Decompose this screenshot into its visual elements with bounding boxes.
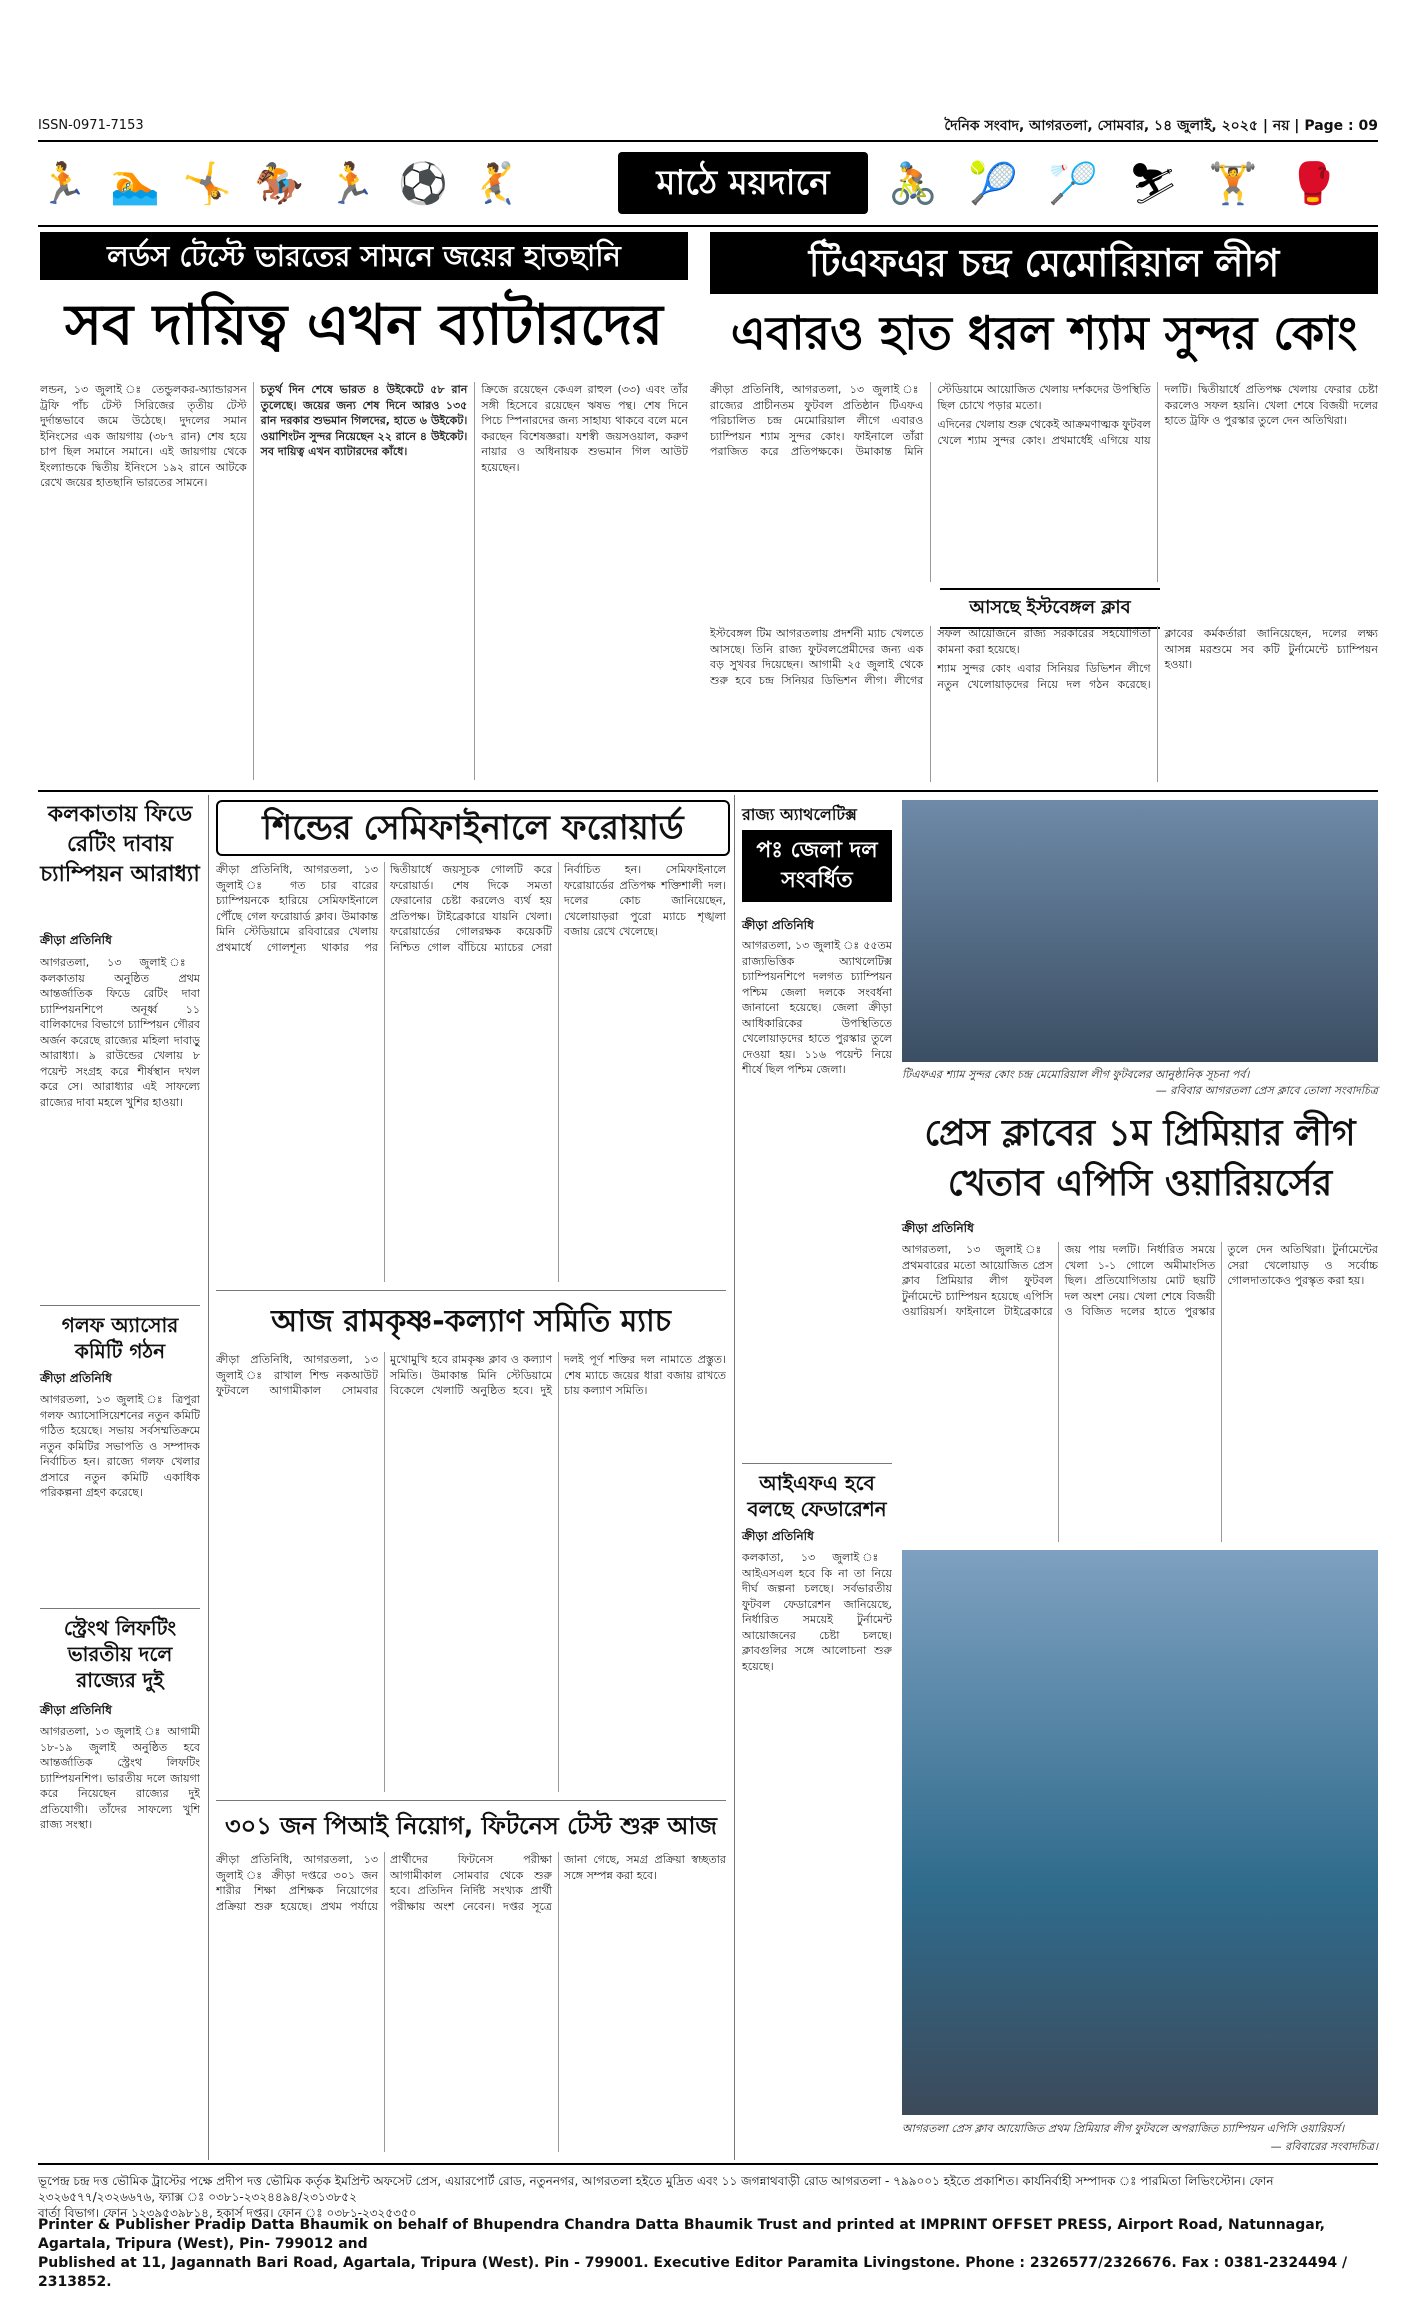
swimming-icon: 🏊 bbox=[110, 161, 160, 207]
tfa-headline: এবারও হাত ধরল শ্যাম সুন্দর কোং bbox=[730, 306, 1358, 360]
kolkata-headline: কলকাতায় ফিডে রেটিং দাবায় চ্যাম্পিয়ন আরাধ্যা bbox=[40, 802, 200, 887]
ramkrishna-headline: আজ রামকৃষ্ণ-কল্যাণ সমিতি ম্যাচ bbox=[271, 1304, 671, 1339]
tfa-body2 bbox=[710, 626, 1378, 782]
relay-icon: 🤾 bbox=[470, 161, 520, 207]
tennis-icon: 🎾 bbox=[968, 161, 1018, 207]
gymnastics-icon: 🤸 bbox=[182, 161, 232, 207]
cycling-icon: 🚴 bbox=[888, 161, 938, 207]
press-photo-caption: আগরতলা প্রেস ক্লাব আয়োজিত প্রথম প্রিমিয়ার লীগ ফুটবলে অপরাজিত চ্যাম্পিয়ন এপিসি ওয়ারিয়র্স। bbox=[902, 2122, 1345, 2135]
pi-rule bbox=[216, 1800, 726, 1801]
tfa-para: ক্রীড়া প্রতিনিধি, আগরতলা, ১৩ জুলাই ঃ রাজ্যের প্রাচীনতম ফুটবল প্রতিষ্ঠান টিএফএ পরিচালিত চন্দ্র মেমোরিয়াল লীগে এবারও চ্যাম্পিয়ন শ্যাম সুন্দর কোং। ফাইনালে তাঁরা পরাজিত করে প্রতিপক্ষকে। উমাকান্ত মিনি স্টেডিয়ামে আয়োজিত খেলায় দর্শকদের উপস্থিতি ছিল চোখে পড়ার মতো। bbox=[710, 383, 1151, 458]
tfa-photo-caption: টিএফএর শ্যাম সুন্দর কোং চন্দ্র মেমোরিয়াল লীগ ফুটবলের আনুষ্ঠানিক সূচনা পর্ব। bbox=[902, 1068, 1250, 1081]
badminton-icon: 🏸 bbox=[1048, 161, 1098, 207]
date-line: দৈনিক সংবাদ, আগরতলা, সোমবার, ১৪ জুলাই, ২০২৫ | নয় | bbox=[944, 118, 1300, 134]
press-photo-credit: — রবিবারের সংবাদচিত্র। bbox=[1270, 2140, 1378, 2153]
banner-rule bbox=[38, 225, 1378, 227]
athletics-kicker: রাজ্য অ্যাথলেটিক্স bbox=[742, 805, 857, 824]
footer-bengali-line: ভূপেন্দ্র চন্দ্র দত্ত ভৌমিক ট্রাস্টের পক্ষে প্রদীপ দত্ত ভৌমিক কর্তৃক ইমপ্রিন্ট অফসেট প্রেস, এয়ারপোর্ট রোড, নতুননগর, আগরতলা হইতে মুদ্রিত এবং ১১ জগন্নাথবাড়ী রোড আগরতলা - ৭৯৯০০১ হইতে প্রকাশিত। কার্যনির্বাহী সম্পাদক ঃ পারমিতা লিভিংস্টোন। ফোন ২৩২৬৫৭৭/২৩২৬৬৭৬, ফ্যাক্স ঃ ০৩৮১-২৩২৪৪৯৪/২৩১৩৮৫২ bbox=[38, 2174, 1274, 2204]
section-banner bbox=[38, 150, 1378, 220]
press-headline-1: প্রেস ক্লাবের ১ম প্রিমিয়ার লীগ bbox=[924, 1113, 1356, 1154]
athletics-byline: ক্রীড়া প্রতিনিধি bbox=[742, 918, 814, 932]
page-label: Page : 09 bbox=[1304, 118, 1378, 134]
ifa-headline: আইএফএ হবে বলছে ফেডারেশন bbox=[747, 1471, 887, 1521]
issn: ISSN-0971-7153 bbox=[38, 118, 144, 133]
lifting-headline: স্ট্রেংথ লিফটিং ভারতীয় দলে রাজ্যের দুই bbox=[63, 1616, 177, 1692]
footer-english-line-2: Published at 11, Jagannath Bari Road, Agartala, Tripura (West). Pin - 799001. Executive Editor Paramita Livingstone. Phone : 2326577/2326676. Fax : 0381-2324494 / 2313852. bbox=[38, 2255, 1348, 2290]
boxing-icon: 🥊 bbox=[1288, 161, 1338, 207]
column-rule bbox=[208, 795, 209, 2160]
pi-headline: ৩০১ জন পিআই নিয়োগ, ফিটনেস টেস্ট শুরু আজ bbox=[225, 1812, 717, 1840]
lords-para: ক্রিজে রয়েছেন কেএল রাহুল (৩৩) এবং তাঁর সঙ্গী হিসেবে রয়েছেন ঋষভ পন্থ। শেষ দিনে পিচে স্পিনারদের জন্য সাহায্য থাকবে বলে মনে করছেন বিশেষজ্ঞরা। যশস্বী জয়সওয়াল, করুণ নায়ার ও অধিনায়ক শুভমান গিল আউট হয়েছেন। bbox=[481, 383, 688, 474]
footer-bengali bbox=[38, 2173, 1378, 2221]
lords-body bbox=[40, 382, 688, 780]
athletics-icon: 🏃 bbox=[38, 161, 88, 207]
kolkata-byline: ক্রীড়া প্রতিনিধি bbox=[40, 933, 112, 947]
tfa-para: এদিনের খেলায় শুরু থেকেই আক্রমণাত্মক ফুটবল খেলে শ্যাম সুন্দর কোং। প্রথমার্ধেই এগিয়ে যায় দলটি। দ্বিতীয়ার্ধে প্রতিপক্ষ খেলায় ফেরার চেষ্টা করলেও সফল হয়নি। খেলা শেষে বিজয়ী দলের হাতে ট্রফি ও পুরস্কার তুলে দেন অতিথিরা। bbox=[937, 383, 1378, 447]
hurdles-icon: 🏇 bbox=[254, 161, 304, 207]
footer-rule bbox=[38, 2163, 1378, 2165]
weightlifting-icon: 🏋 bbox=[1208, 161, 1258, 207]
golf-headline: গলফ অ্যাসোর কমিটি গঠন bbox=[61, 1313, 179, 1363]
pi-body: ক্রীড়া প্রতিনিধি, আগরতলা, ১৩ জুলাই ঃ ক্রীড়া দপ্তরে ৩০১ জন শারীর শিক্ষা প্রশিক্ষক নিয়োগের প্রক্রিয়া শুরু হয়েছে। প্রথম পর্যায়ে প্রার্থীদের ফিটনেস পরীক্ষা আগামীকাল সোমবার থেকে শুরু হবে। প্রতিদিন নির্দিষ্ট সংখ্যক প্রার্থী পরীক্ষায় অংশ নেবেন। দপ্তর সূত্রে জানা গেছে, সমগ্র প্রক্রিয়া স্বচ্ছতার সঙ্গে সম্পন্ন করা হবে। bbox=[216, 1853, 726, 1913]
athletics-headline: পঃ জেলা দল সংবর্ধিত bbox=[742, 830, 892, 902]
tfa-para2: ইস্টবেঙ্গল টিম আগরতলায় প্রদর্শনী ম্যাচ খেলতে আসছে। তিনি রাজ্য ফুটবলপ্রেমীদের জন্য এক বড় সুখবর দিয়েছেন। আগামী ২৫ জুলাই থেকে শুরু হবে চন্দ্র সিনিয়র ডিভিশন লীগ। লীগের সফল আয়োজনে রাজ্য সরকারের সহযোগিতা কামনা করা হয়েছে। bbox=[710, 627, 1151, 687]
golf-rule bbox=[40, 1305, 200, 1306]
footer-english-line-1: Printer & Publisher Pradip Datta Bhaumik on behalf of Bhupendra Chandra Datta Bhaumik Trust and printed at IMPRINT OFFSET PRESS, Airport Road, Natunnagar, Agartala, Tripura (West), Pin- 799012 and bbox=[38, 2217, 1325, 2252]
section-divider bbox=[38, 790, 1378, 792]
ramkrishna-body: ক্রীড়া প্রতিনিধি, আগরতলা, ১৩ জুলাই ঃ রাখাল শিল্ড নকআউট ফুটবলে আগামীকাল সোমবার মুখোমুখি হবে রামকৃষ্ণ ক্লাব ও কল্যাণ সমিতি। উমাকান্ত মিনি স্টেডিয়ামে বিকেলে খেলাটি অনুষ্ঠিত হবে। দুই দলই পূর্ণ শক্তির দল নামাতে প্রস্তুত। শেষ ম্যাচে জয়ের ধারা বজায় রাখতে চায় কল্যাণ সমিতি। bbox=[216, 1353, 726, 1397]
athletics-body: আগরতলা, ১৩ জুলাই ঃ ৫৫তম রাজ্যভিত্তিক অ্যাথলেটিক্স চ্যাম্পিয়নশিপে দলগত চ্যাম্পিয়ন পশ্চিম জেলা দলকে সংবর্ধনা জানানো হয়েছে। জেলা ক্রীড়া আধিকারিকের উপস্থিতিতে খেলোয়াড়দের হাতে পুরস্কার তুলে দেওয়া হয়। ১১৬ পয়েন্ট নিয়ে শীর্ষে ছিল পশ্চিম জেলা। bbox=[742, 939, 892, 1076]
ifa-byline: ক্রীড়া প্রতিনিধি bbox=[742, 1529, 814, 1543]
lords-para: লন্ডন, ১৩ জুলাই ঃ তেন্ডুলকর-অ্যান্ডারসন ট্রফি পাঁচ টেস্ট সিরিজের তৃতীয় টেস্ট দুর্দান্তভাবে জমে উঠেছে। দুদলের সমান ইনিংসের এক জায়গায় (৩৮৭ রান) শেষ হয়ে চাপ ছিল সমানে সমানে। এই জায়গায় থেকে ইংল্যান্ডকে দ্বিতীয় ইনিংসে ১৯২ রানে আটকে রেখে জয়ের হাতছানি ভারতের সামনে। bbox=[40, 383, 247, 489]
skiing-icon: ⛷ bbox=[1128, 161, 1179, 207]
tfa-photo-credit: — রবিবার আগরতলা প্রেস ক্লাবে তোলা সংবাদচিত্র bbox=[1155, 1084, 1378, 1097]
tfa-body bbox=[710, 382, 1378, 582]
column-rule bbox=[734, 795, 735, 2160]
tfa-kicker: টিএফএর চন্দ্র মেমোরিয়াল লীগ bbox=[710, 232, 1378, 294]
kolkata-body: আগরতলা, ১৩ জুলাই ঃ কলকাতায় অনুষ্ঠিত প্রথম আন্তর্জাতিক ফিডে রেটিং দাবা চ্যাম্পিয়নশিপে অনূর্ধ্ব ১১ বালিকাদের বিভাগে চ্যাম্পিয়ন গৌরব অর্জন করেছে রাজ্যের মহিলা দাবাড়ু আরাধ্যা। ৯ রাউন্ডের খেলায় ৮ পয়েন্ট সংগ্রহ করে শীর্ষস্থান দখল করে সে। আরাধ্যার এই সাফল্যে রাজ্যের দাবা মহলে খুশির হাওয়া। bbox=[40, 956, 200, 1109]
ifa-rule bbox=[742, 1463, 892, 1464]
header-rule bbox=[38, 140, 1378, 142]
press-byline: ক্রীড়া প্রতিনিধি bbox=[902, 1221, 974, 1235]
golf-body: আগরতলা, ১৩ জুলাই ঃ ত্রিপুরা গলফ অ্যাসোসিয়েশনের নতুন কমিটি গঠিত হয়েছে। সভায় সর্বসম্মতিক্রমে নতুন কমিটির সভাপতি ও সম্পাদক নির্বাচিত হন। রাজ্যে গলফ খেলার প্রসারে নতুন কমিটি একাধিক পরিকল্পনা গ্রহণ করেছে। bbox=[40, 1393, 200, 1499]
running-icon: 🏃 bbox=[326, 161, 376, 207]
press-body: আগরতলা, ১৩ জুলাই ঃ প্রথমবারের মতো আয়োজিত প্রেস ক্লাব প্রিমিয়ার লীগ ফুটবল টুর্নামেন্টে চ্যাম্পিয়ন হয়েছে এপিসি ওয়ারিয়র্স। ফাইনালে টাইব্রেকারে জয় পায় দলটি। নির্ধারিত সময়ে খেলা ১-১ গোলে অমীমাংসিত ছিল। প্রতিযোগিতায় মোট ছয়টি দল অংশ নেয়। খেলা শেষে বিজয়ী ও বিজিত দলের হাতে পুরস্কার তুলে দেন অতিথিরা। টুর্নামেন্টের সেরা খেলোয়াড় ও সর্বোচ্চ গোলদাতাকেও পুরস্কৃত করা হয়। bbox=[902, 1243, 1378, 1318]
shinde-headline: শিন্ডের সেমিফাইনালে ফরোয়ার্ড bbox=[216, 800, 730, 856]
lifting-rule bbox=[40, 1608, 200, 1609]
ram-rule bbox=[216, 1290, 726, 1291]
tfa-para2: শ্যাম সুন্দর কোং এবার সিনিয়র ডিভিশন লীগে নতুন খেলোয়াড়দের নিয়ে দল গঠন করেছে। ক্লাবের কর্মকর্তারা জানিয়েছেন, দলের লক্ষ্য আসন্ন মরশুমে সব কটি টুর্নামেন্টে চ্যাম্পিয়ন হওয়া। bbox=[937, 627, 1378, 691]
tfa-subhead: আসছে ইস্টবেঙ্গল ক্লাব bbox=[940, 588, 1160, 629]
lords-headline: সব দায়িত্ব এখন ব্যাটারদের bbox=[65, 293, 663, 358]
tfa-photo bbox=[902, 800, 1378, 1062]
footer-bengali-line-2: বার্তা বিভাগ। ফোন ১২৩৯৫৩৯৮১৪, হকার্স দপ্তর। ফোন ঃ ০৩৮১-২৩২৫৩৫০ bbox=[38, 2206, 417, 2220]
lifting-byline: ক্রীড়া প্রতিনিধি bbox=[40, 1703, 112, 1717]
page-header bbox=[38, 112, 1378, 138]
footer-english bbox=[38, 2216, 1378, 2292]
lords-para: চতুর্থ দিন শেষে ভারত ৪ উইকেটে ৫৮ রান তুলেছে। জয়ের জন্য শেষ দিনে আরও ১৩৫ রান দরকার শুভমান গিলদের, হাতে ৬ উইকেট। ওয়াশিংটন সুন্দর নিয়েছেন ২২ রানে ৪ উইকেট। সব দায়িত্ব এখন ব্যাটারদের কাঁধে। bbox=[260, 383, 468, 458]
shinde-body: ক্রীড়া প্রতিনিধি, আগরতলা, ১৩ জুলাই ঃ গত চার বারের চ্যাম্পিয়নকে হারিয়ে সেমিফাইনালে পৌঁছে গেল ফরোয়ার্ড ক্লাব। উমাকান্ত মিনি স্টেডিয়ামে রবিবারের খেলায় প্রথমার্ধে গোলশূন্য থাকার পর দ্বিতীয়ার্ধে জয়সূচক গোলটি করে ফরোয়ার্ড। শেষ দিকে সমতা ফেরানোর চেষ্টা করলেও ব্যর্থ হয় প্রতিপক্ষ। টাইব্রেকারে যায়নি খেলা। ফরোয়ার্ডের গোলরক্ষক কয়েকটি নিশ্চিত গোল বাঁচিয়ে ম্যাচের সেরা নির্বাচিত হন। সেমিফাইনালে ফরোয়ার্ডের প্রতিপক্ষ শক্তিশালী দল। দলের কোচ জানিয়েছেন, খেলোয়াড়রা পুরো ম্যাচে শৃঙ্খলা বজায় রেখে খেলেছে। bbox=[216, 863, 726, 954]
lifting-body: আগরতলা, ১৩ জুলাই ঃ আগামী ১৮-১৯ জুলাই অনুষ্ঠিত হবে আন্তর্জাতিক স্ট্রেংথ লিফটিং চ্যাম্পিয়নশিপ। ভারতীয় দলে জায়গা করে নিয়েছেন রাজ্যের দুই প্রতিযোগী। তাঁদের সাফল্যে খুশি রাজ্য সংস্থা। bbox=[40, 1725, 200, 1831]
press-photo bbox=[902, 1550, 1378, 2115]
date-page-line bbox=[944, 114, 1378, 138]
football-icon: ⚽ bbox=[398, 161, 448, 207]
press-headline-2: খেতাব এপিসি ওয়ারিয়র্সের bbox=[947, 1163, 1333, 1204]
ifa-body: কলকাতা, ১৩ জুলাই ঃ আইএসএল হবে কি না তা নিয়ে দীর্ঘ জল্পনা চলছে। সর্বভারতীয় ফুটবল ফেডারেশন জানিয়েছে, নির্ধারিত সময়েই টুর্নামেন্ট আয়োজনের চেষ্টা চলছে। ক্লাবগুলির সঙ্গে আলোচনা শুরু হয়েছে। bbox=[742, 1551, 892, 1673]
golf-byline: ক্রীড়া প্রতিনিধি bbox=[40, 1371, 112, 1385]
section-title: মাঠে ময়দানে bbox=[618, 152, 868, 214]
lords-kicker: লর্ডস টেস্টে ভারতের সামনে জয়ের হাতছানি bbox=[40, 232, 688, 280]
